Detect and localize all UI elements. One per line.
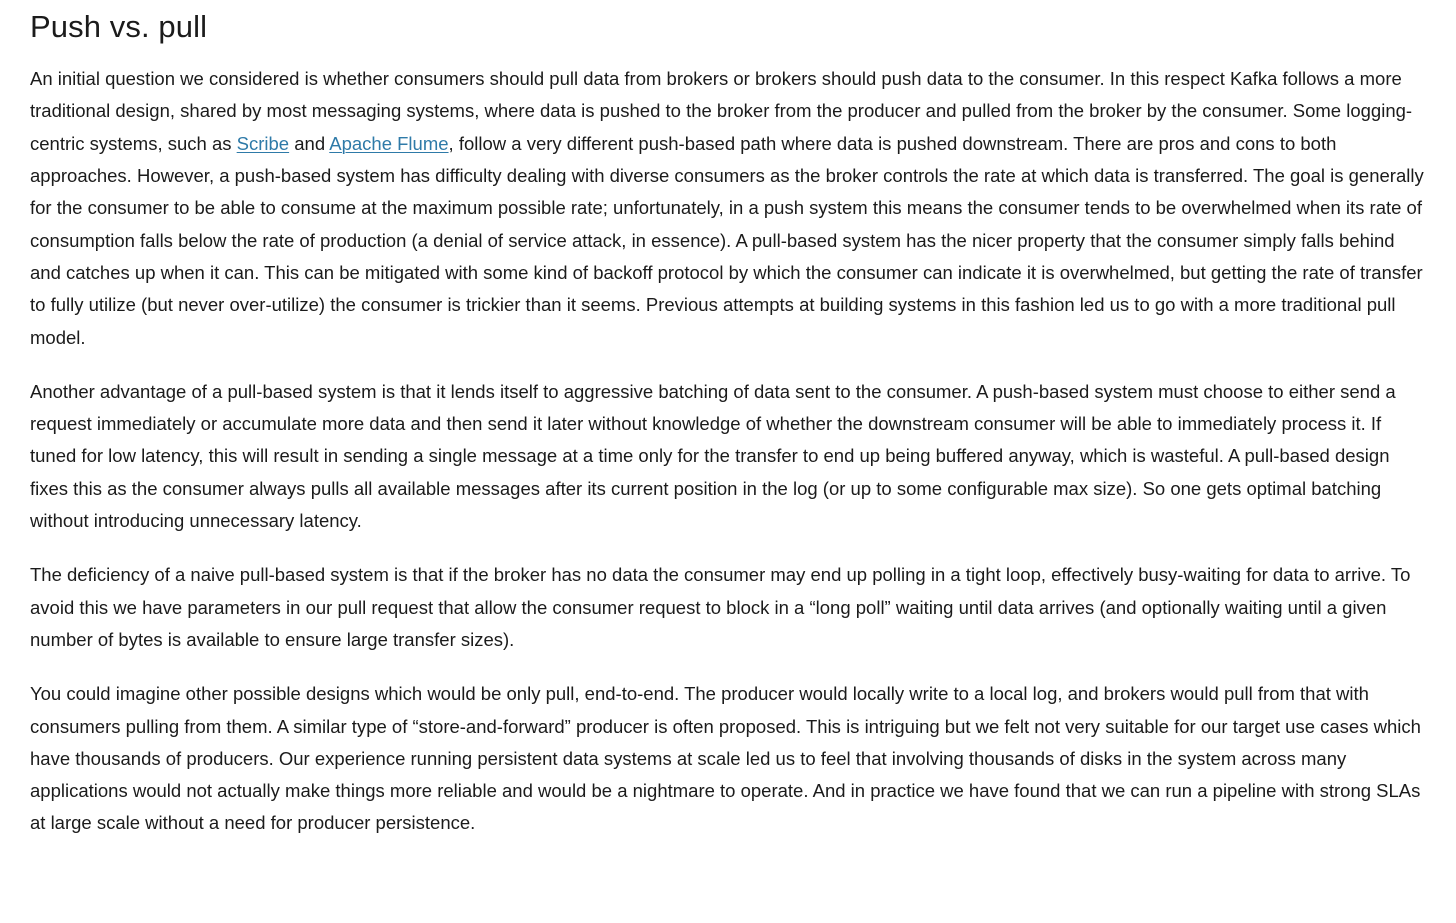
paragraph-text: , follow a very different push-based path where data is pushed downstream. There are pros and cons to both approaches. However, a push-based system has difficulty dealing with diverse consumers as the broker controls the rate at which data is transferred. The goal is generally for the consumer to be able to consume at the maximum possible rate; unfortunately, in a push system this means the consumer tends to be overwhelmed when its rate of consumption falls below the rate of production (a denial of service attack, in essence). A pull-based system has the nicer property that the consumer simply falls behind and catches up when it can. This can be mitigated with some kind of backoff protocol by which the consumer can indicate it is overwhelmed, but getting the rate of transfer to fully utilize (but never over-utilize) the consumer is trickier than it seems. Previous attempts at building systems in this fashion led us to go with a more traditional pull model. xyxy=(30,132,1424,348)
paragraph xyxy=(30,63,1424,354)
paragraph-text: and xyxy=(289,132,330,154)
page-title: Push vs. pull xyxy=(30,9,208,44)
doc-link[interactable]: Apache Flume xyxy=(329,132,449,154)
paragraph-text: The deficiency of a naive pull-based system is that if the broker has no data the consumer may end up polling in a tight loop, effectively busy-waiting for data to arrive. To avoid this we have parameters in our pull request that allow the consumer request to block in a “long poll” waiting until data arrives (and optionally waiting until a given number of bytes is available to ensure large transfer sizes). xyxy=(30,564,1411,650)
paragraph xyxy=(30,559,1424,656)
paragraph xyxy=(30,376,1424,537)
paragraph-list xyxy=(30,63,1424,840)
paragraph-text: You could imagine other possible designs which would be only pull, end-to-end. The producer would locally write to a local log, and brokers would pull from that with consumers pulling from them. A similar type of “store-and-forward” producer is often proposed. This is intriguing but we felt not very suitable for our target use cases which have thousands of producers. Our experience running persistent data systems at scale led us to feel that involving thousands of disks in the system across many applications would not actually make things more reliable and would be a nightmare to operate. And in practice we have found that we can run a pipeline with strong SLAs at large scale without a need for producer persistence. xyxy=(30,683,1421,834)
paragraph-text: An initial question we considered is whether consumers should pull data from brokers or brokers should push data to the consumer. In this respect Kafka follows a more traditional design, shared by most messaging systems, where data is pushed to the broker from the producer and pulled from the broker by the consumer. Some logging-centric systems, such as xyxy=(30,68,1413,154)
paragraph xyxy=(30,678,1424,839)
doc-link[interactable]: Scribe xyxy=(236,132,290,154)
paragraph-text: Another advantage of a pull-based system is that it lends itself to aggressive batching of data sent to the consumer. A push-based system must choose to either send a request immediately or accumulate more data and then send it later without knowledge of whether the downstream consumer will be able to immediately process it. If tuned for low latency, this will result in sending a single message at a time only for the transfer to end up being buffered anyway, which is wasteful. A pull-based design fixes this as the consumer always pulls all available messages after its current position in the log (or up to some configurable max size). So one gets optimal batching without introducing unnecessary latency. xyxy=(30,380,1396,532)
